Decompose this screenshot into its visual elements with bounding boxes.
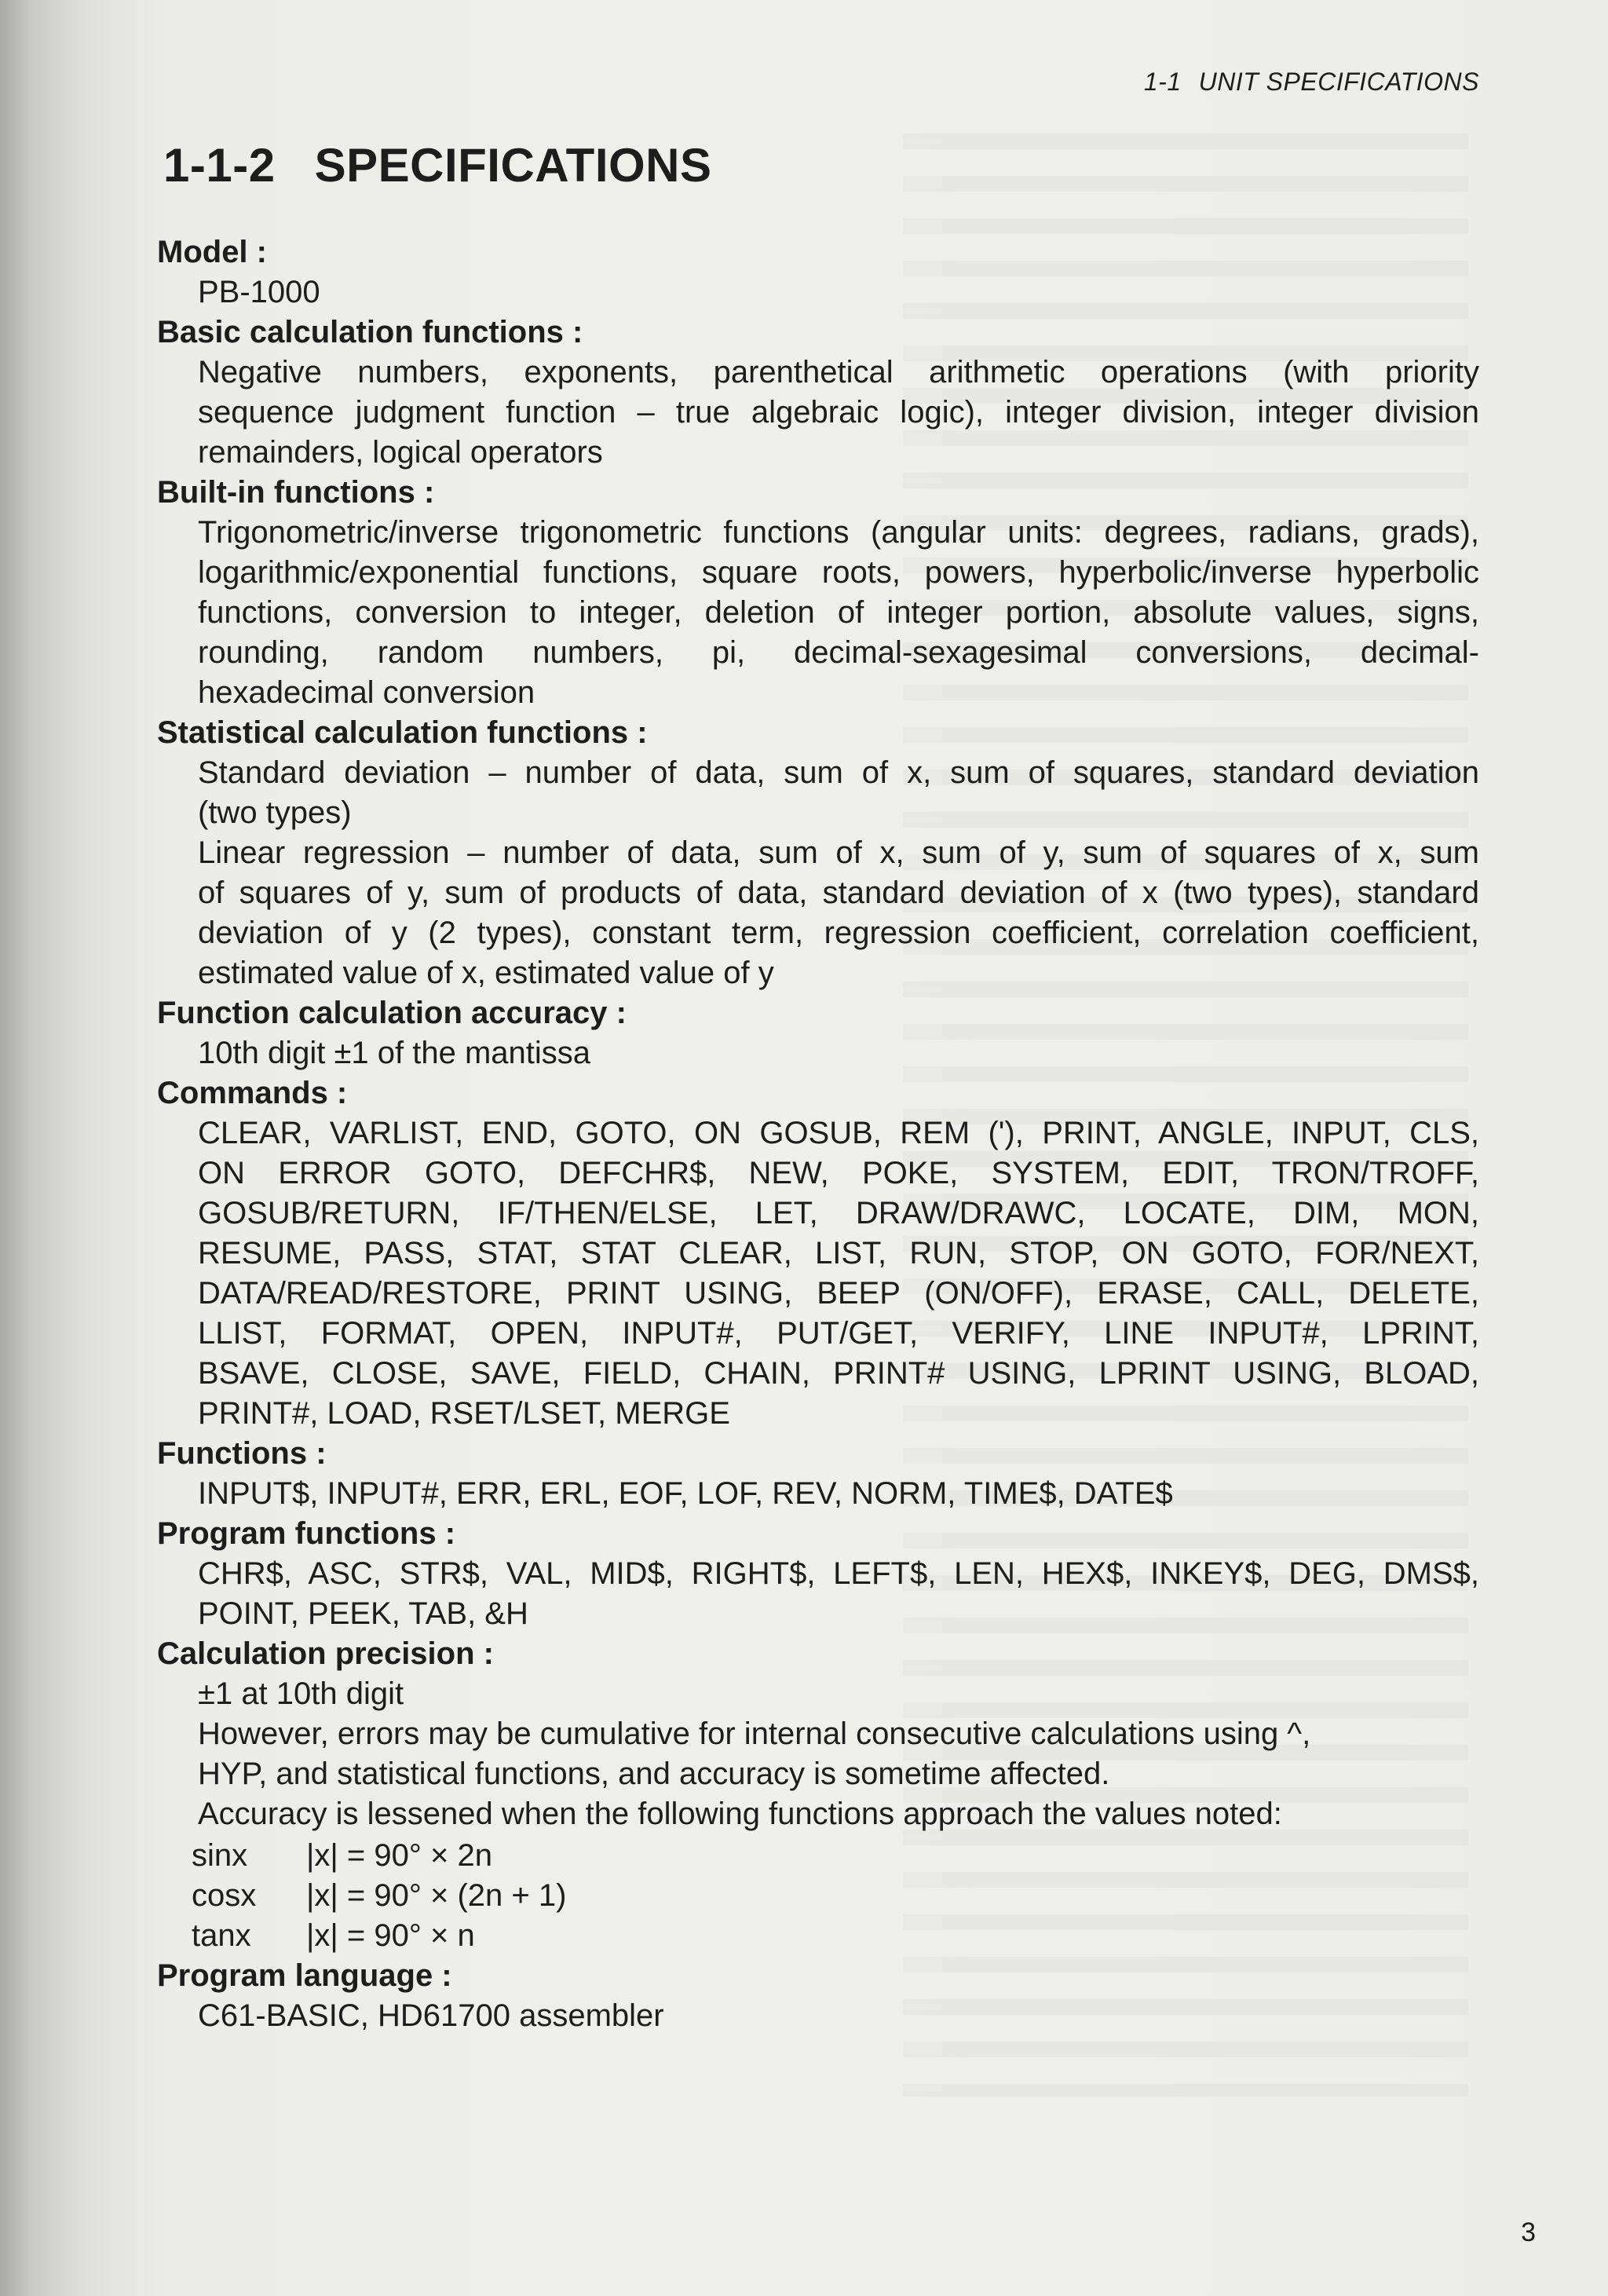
spec-program-functions (157, 1514, 1479, 1634)
spec-body (157, 272, 1479, 313)
spec-line: PRINT#, LOAD, RSET/LSET, MERGE (198, 1396, 730, 1431)
spec-line: Negative numbers, exponents, parenthetical arithmetic operations (with priority (198, 355, 1479, 389)
spec-line: rounding, random numbers, pi, decimal-sexagesimal conversions, decimal- (198, 635, 1479, 670)
spec-label: Basic calculation functions : (157, 315, 583, 349)
formula-expression: |x| = 90° × 2n (306, 1838, 492, 1873)
spec-functions (157, 1434, 1479, 1514)
formula-table (157, 1836, 1479, 1956)
spec-body (157, 753, 1479, 993)
spec-label: Function calculation accuracy : (157, 996, 627, 1030)
spec-line: However, errors may be cumulative for internal consecutive calculations using ^, (198, 1717, 1311, 1751)
spec-body (157, 1474, 1479, 1514)
spec-statistical-calculation (157, 713, 1479, 993)
formula-function: sinx (192, 1838, 248, 1873)
specifications-content (157, 232, 1479, 2036)
spec-line: GOSUB/RETURN, IF/THEN/ELSE, LET, DRAW/DRAWC, LOCATE, DIM, MON, (198, 1196, 1479, 1230)
spec-line: sequence judgment function – true algebraic logic), integer division, integer division (198, 395, 1479, 430)
spec-line: BSAVE, CLOSE, SAVE, FIELD, CHAIN, PRINT# USING, LPRINT USING, BLOAD, (198, 1356, 1479, 1391)
formula-expression: |x| = 90° × n (306, 1918, 475, 1953)
formula-row (192, 1916, 1479, 1956)
spec-line: deviation of y (2 types), constant term, regression coefficient, correlation coefficient, (198, 916, 1479, 950)
spec-body (157, 1996, 1479, 2036)
spec-commands (157, 1073, 1479, 1434)
spec-label: Built-in functions : (157, 475, 435, 510)
formula-function: cosx (192, 1878, 257, 1913)
spec-line: Accuracy is lessened when the following functions approach the values noted: (198, 1797, 1282, 1831)
spec-body (157, 1674, 1479, 1834)
spec-line: (two types) (198, 795, 352, 830)
spec-line: Linear regression – number of data, sum of x, sum of y, sum of squares of x, sum (198, 835, 1479, 870)
spec-label: Calculation precision : (157, 1636, 494, 1671)
spec-line: POINT, PEEK, TAB, &H (198, 1596, 528, 1631)
header-section-number: 1-1 (1143, 68, 1182, 96)
spec-built-in-functions (157, 473, 1479, 713)
spec-line: functions, conversion to integer, deletion of integer portion, absolute values, signs, (198, 595, 1479, 630)
header-section-title: UNIT SPECIFICATIONS (1198, 68, 1479, 96)
running-header (1144, 68, 1479, 97)
spec-body (157, 353, 1479, 473)
spec-line: Standard deviation – number of data, sum of x, sum of squares, standard deviation (198, 755, 1479, 790)
spec-line: estimated value of x, estimated value of y (198, 956, 774, 990)
spec-line: CLEAR, VARLIST, END, GOTO, ON GOSUB, REM ('), PRINT, ANGLE, INPUT, CLS, (198, 1116, 1479, 1150)
spec-body (157, 1113, 1479, 1434)
spec-calculation-precision (157, 1634, 1479, 1956)
spec-label: Model : (157, 235, 267, 269)
spec-line: INPUT$, INPUT#, ERR, ERL, EOF, LOF, REV, NORM, TIME$, DATE$ (198, 1476, 1173, 1511)
spec-line: DATA/READ/RESTORE, PRINT USING, BEEP (ON/OFF), ERASE, CALL, DELETE, (198, 1276, 1479, 1311)
spec-line: RESUME, PASS, STAT, STAT CLEAR, LIST, RUN, STOP, ON GOTO, FOR/NEXT, (198, 1236, 1479, 1270)
spec-label: Functions : (157, 1436, 327, 1471)
spec-body (157, 1033, 1479, 1073)
section-number: 1-1-2 (163, 139, 276, 192)
spec-label: Program language : (157, 1958, 452, 1993)
spec-label: Commands : (157, 1076, 348, 1110)
spec-model (157, 232, 1479, 313)
section-title-text: SPECIFICATIONS (314, 139, 712, 192)
formula-expression: |x| = 90° × (2n + 1) (306, 1878, 567, 1913)
spec-line: LLIST, FORMAT, OPEN, INPUT#, PUT/GET, VERIFY, LINE INPUT#, LPRINT, (198, 1316, 1479, 1351)
spec-line: of squares of y, sum of products of data, standard deviation of x (two types), standard (198, 876, 1479, 910)
spec-line: ON ERROR GOTO, DEFCHR$, NEW, POKE, SYSTEM, EDIT, TRON/TROFF, (198, 1156, 1479, 1190)
spec-line: CHR$, ASC, STR$, VAL, MID$, RIGHT$, LEFT$, LEN, HEX$, INKEY$, DEG, DMS$, (198, 1556, 1479, 1591)
formula-function: tanx (192, 1918, 251, 1953)
spec-line: Trigonometric/inverse trigonometric functions (angular units: degrees, radians, grads), (198, 515, 1479, 550)
spec-line: logarithmic/exponential functions, square roots, powers, hyperbolic/inverse hyperbolic (198, 555, 1479, 590)
formula-row (192, 1876, 1479, 1916)
spec-line: hexadecimal conversion (198, 675, 535, 710)
section-title (163, 138, 712, 192)
spec-line: remainders, logical operators (198, 435, 603, 470)
spec-body (157, 513, 1479, 713)
spec-function-accuracy (157, 993, 1479, 1073)
spec-line: C61-BASIC, HD61700 assembler (198, 1998, 664, 2033)
spec-line: 10th digit ±1 of the mantissa (198, 1036, 591, 1070)
page-number: 3 (1521, 2217, 1536, 2247)
spec-body (157, 1554, 1479, 1634)
formula-row (192, 1836, 1479, 1876)
spec-line: PB-1000 (198, 275, 320, 309)
spec-basic-calculation (157, 313, 1479, 473)
spec-label: Statistical calculation functions : (157, 715, 648, 750)
spec-line: ±1 at 10th digit (198, 1676, 404, 1711)
spec-program-language (157, 1956, 1479, 2036)
spec-line: HYP, and statistical functions, and accuracy is sometime affected. (198, 1757, 1110, 1791)
spec-label: Program functions : (157, 1516, 456, 1551)
